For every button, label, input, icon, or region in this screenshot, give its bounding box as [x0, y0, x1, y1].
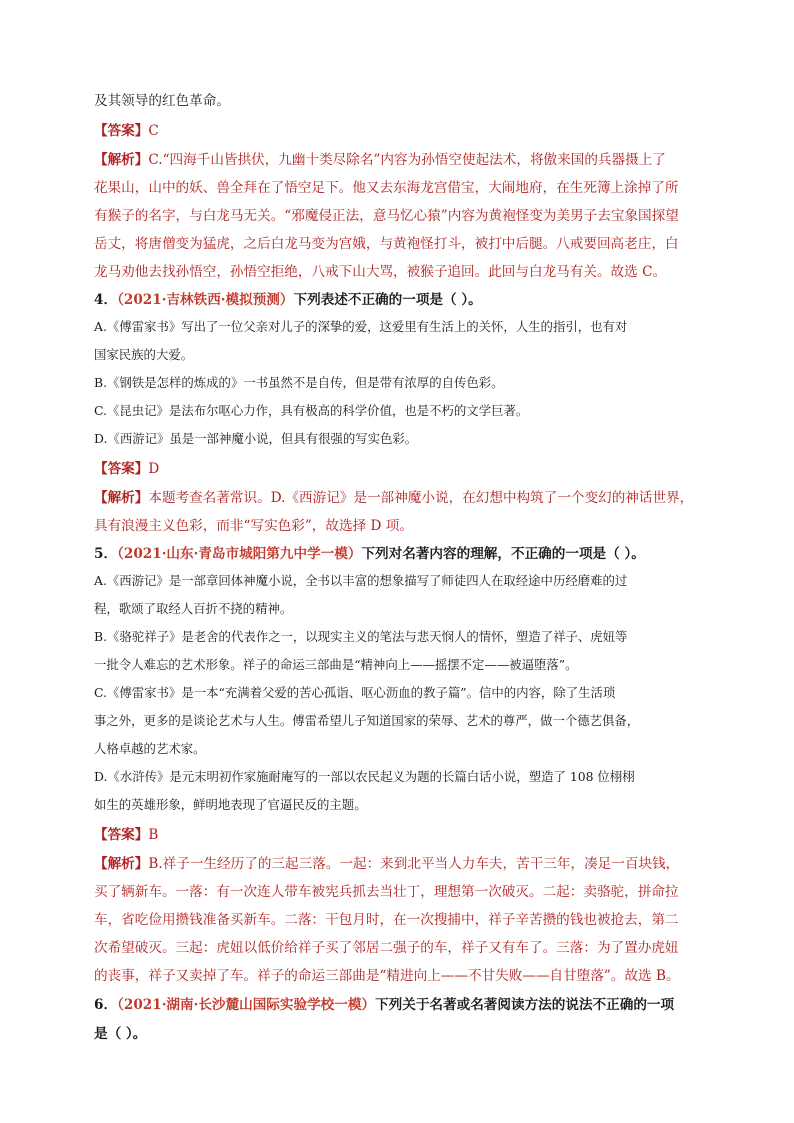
q5-option-c-line-3: 人格卓越的艺术家。 [94, 741, 206, 756]
analysis-label: 【解析】 [94, 152, 149, 168]
q4-option-c: C.《昆虫记》是法布尔呕心力作，具有极高的科学价值，也是不朽的文学巨著。 [94, 403, 529, 418]
prev-analysis-line-3: 有猴子的名字，与白龙马无关。“邪魔侵正法，意马忆心猿”内容为黄袍怪变为美男子去宝象国探望 [94, 208, 679, 224]
q5-option-c-line-1: C.《傅雷家书》是一本“充满着父爱的苦心孤诣、呕心沥血的教子篇”。信中的内容，除了生活琐 [94, 685, 616, 700]
analysis-text: 本题考查名著常识。D.《西游记》是一部神魔小说，在幻想中构筑了一个变幻的神话世界， [148, 490, 694, 506]
prev-tail: 及其领导的红色革命。 [94, 93, 230, 109]
analysis-label: 【解析】 [94, 490, 149, 506]
prev-answer [94, 119, 159, 139]
q4-option-a-line-2: 国家民族的大爱。 [94, 347, 194, 362]
question-6-stem [94, 993, 674, 1013]
q5-answer [94, 823, 158, 843]
prev-analysis-line-5: 龙马劝他去找孙悟空，孙悟空拒绝，八戒下山大骂，被猴子追回。此回与白龙马有关。故选 C。 [94, 264, 667, 280]
q5-analysis-line-5: 的丧事，祥子又卖掉了车。祥子的命运三部曲是“精进向上——不甘失败——自甘堕落”。故选 B。 [94, 968, 680, 984]
analysis-text: B.祥子一生经历了的三起三落。一起：来到北平当人力车夫，苦干三年，凑足一百块钱， [148, 856, 680, 872]
q5-analysis-line-2: 买了辆新车。一落：有一次连人带车被宪兵抓去当壮丁，理想第一次破灭。二起：卖骆驼，拼命拉 [94, 884, 679, 900]
q5-option-a-line-2: 程，歌颂了取经人百折不挠的精神。 [94, 601, 293, 616]
answer-label: 【答案】 [94, 827, 149, 843]
q5-option-b-line-1: B.《骆驼祥子》是老舍的代表作之一，以现实主义的笔法与悲天悯人的情怀，塑造了祥子、虎妞等 [94, 629, 628, 644]
q5-analysis-line-3: 车，省吃俭用攒钱准备买新车。二落：干包月时，在一次搜捕中，祥子辛苦攒的钱也被抢去，第二 [94, 912, 679, 928]
answer-value: C [148, 123, 159, 139]
answer-label: 【答案】 [94, 461, 149, 477]
q4-answer [94, 457, 159, 477]
q5-option-b-line-2: 一批令人难忘的艺术形象。祥子的命运三部曲是“精神向上——摇摆不定——被逼堕落”。 [94, 657, 578, 672]
q5-option-c-line-2: 事之外，更多的是谈论艺术与人生。傅雷希望儿子知道国家的荣辱、艺术的尊严，做一个德艺俱备， [94, 713, 640, 728]
q4-option-a-line-1: A.《傅雷家书》写出了一位父亲对儿子的深挚的爱，这爱里有生活上的关怀，人生的指引，也有对 [94, 319, 628, 334]
q4-analysis-line-1 [94, 486, 693, 506]
q4-option-d: D.《西游记》虽是一部神魔小说，但具有很强的写实色彩。 [94, 431, 418, 446]
question-4-stem [94, 288, 482, 308]
question-number: 4． [94, 292, 118, 308]
question-source: （2021·湖南·长沙麓山国际实验学校一模） [117, 997, 376, 1013]
prev-analysis-line-4: 岳丈，将唐僧变为猛虎，之后白龙马变为宫娥，与黄袍怪打斗，被打中后腿。八戒要回高老庄，白 [94, 236, 679, 252]
q5-option-d-line-1: D.《水浒传》是元末明初作家施耐庵写的一部以农民起义为题的长篇白话小说，塑造了 108 位栩栩 [94, 769, 635, 784]
question-number: 5． [94, 546, 118, 562]
q5-analysis-line-4: 次希望破灭。三起：虎妞以低价给祥子买了邻居二强子的车，祥子又有车了。三落：为了置办虎妞 [94, 940, 679, 956]
analysis-label: 【解析】 [94, 856, 149, 872]
answer-value: B [148, 827, 159, 843]
question-5-stem [94, 542, 645, 562]
q4-option-b: B.《钢铁是怎样的炼成的》一书虽然不是自传，但是带有浓厚的自传色彩。 [94, 375, 504, 390]
question-text: 下列对名著内容的理解，不正确的一项是（ ）。 [361, 546, 645, 562]
question-source: （2021·山东·青岛市城阳第九中学一模） [117, 546, 362, 562]
analysis-text: C.“四海千山皆拱伏，九幽十类尽除名”内容为孙悟空使起法术，将傲来国的兵器摄上了 [148, 152, 666, 168]
prev-analysis-line-1 [94, 148, 666, 168]
prev-analysis-line-2: 花果山，山中的妖、兽全拜在了悟空足下。他又去东海龙宫借宝，大闹地府，在生死簿上涂掉了所 [94, 180, 679, 196]
q4-analysis-line-2: 具有浪漫主义色彩，而非“写实色彩”，故选择 D 项。 [94, 518, 413, 534]
question-6-stem-line-2: 是（ ）。 [94, 1026, 147, 1042]
question-source: （2021·吉林铁西·模拟预测） [117, 292, 294, 308]
answer-label: 【答案】 [94, 123, 149, 139]
q5-analysis-line-1 [94, 852, 679, 872]
answer-value: D [148, 461, 160, 477]
q5-option-a-line-1: A.《西游记》是一部章回体神魔小说，全书以丰富的想象描写了师徒四人在取经途中历经磨难的过 [94, 573, 628, 588]
question-text: 下列表述不正确的一项是（ ）。 [293, 292, 482, 308]
question-text: 下列关于名著或名著阅读方法的说法不正确的一项 [375, 997, 675, 1013]
q5-option-d-line-2: 如生的英雄形象，鲜明地表现了官逼民反的主题。 [94, 797, 367, 812]
question-number: 6． [94, 997, 118, 1013]
